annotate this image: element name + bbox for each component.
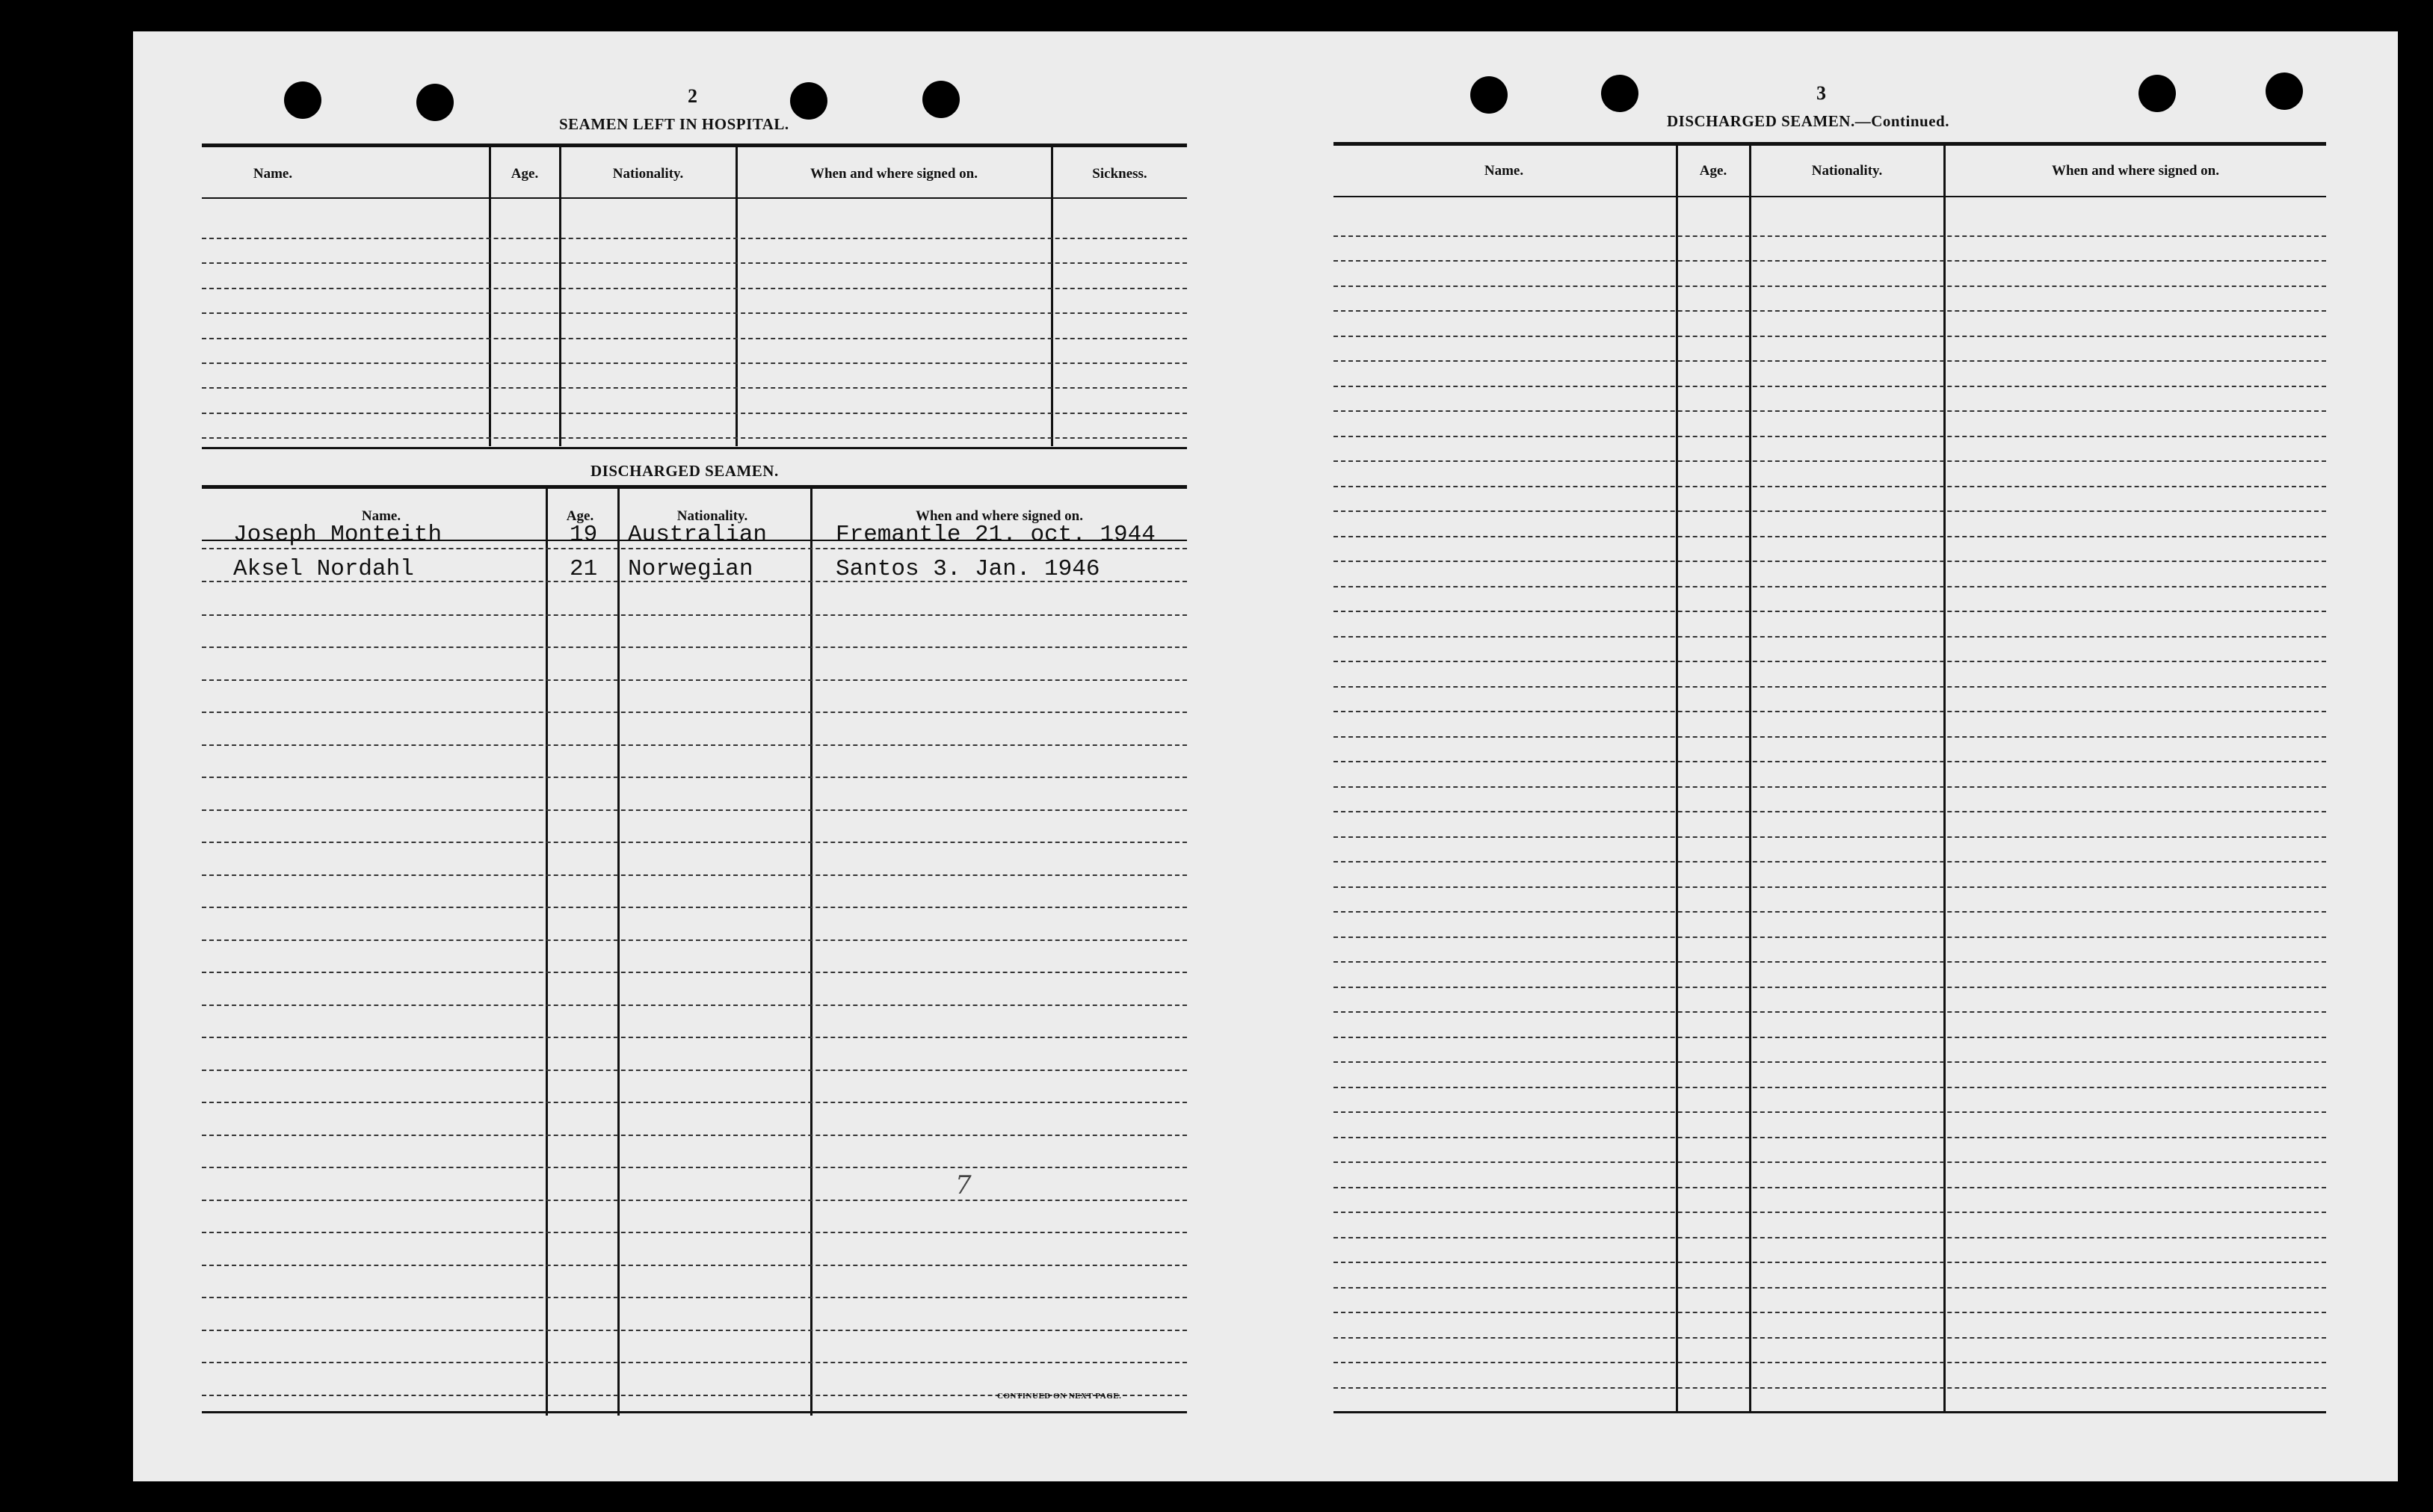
row-line xyxy=(202,1330,1187,1331)
row-line xyxy=(1333,486,2326,487)
hospital-col-name-header: Name. xyxy=(253,166,293,182)
left-page-number: 2 xyxy=(688,85,697,107)
seaman-nationality: Australian xyxy=(628,522,768,548)
seaman-signed-on: Santos 3. Jan. 1946 xyxy=(836,556,1100,582)
column-divider xyxy=(1051,147,1053,446)
rule xyxy=(202,144,1187,147)
row-line xyxy=(202,437,1187,439)
seaman-name: Aksel Nordahl xyxy=(233,556,414,582)
rule xyxy=(202,1411,1187,1413)
row-line xyxy=(1333,286,2326,287)
row-line xyxy=(1333,987,2326,988)
row-line xyxy=(202,1037,1187,1038)
row-line xyxy=(1333,561,2326,562)
row-line xyxy=(1333,1262,2326,1263)
row-line xyxy=(202,548,1187,549)
seaman-nationality: Norwegian xyxy=(628,556,753,582)
seaman-signed-on: Fremantle 21. oct. 1944 xyxy=(836,522,1156,548)
row-line xyxy=(202,1005,1187,1006)
row-line xyxy=(1333,661,2326,662)
hospital-col-sickness-header: Sickness. xyxy=(1092,166,1147,182)
pencil-mark: 7 xyxy=(955,1170,972,1200)
row-line xyxy=(202,1070,1187,1071)
punch-hole xyxy=(922,81,960,118)
continued-col-age-header: Age. xyxy=(1699,163,1727,179)
row-line xyxy=(202,1297,1187,1298)
rule xyxy=(202,485,1187,489)
punch-hole xyxy=(1601,75,1638,112)
row-line xyxy=(1333,961,2326,963)
row-line xyxy=(1333,460,2326,462)
row-line xyxy=(202,362,1187,364)
row-line xyxy=(202,842,1187,843)
row-line xyxy=(1333,386,2326,387)
discharged-col-age-header: Age. xyxy=(566,508,594,524)
row-line xyxy=(1333,235,2326,237)
row-line xyxy=(1333,1362,2326,1363)
row-line xyxy=(1333,310,2326,312)
row-line xyxy=(1333,861,2326,863)
row-line xyxy=(202,1362,1187,1363)
row-line xyxy=(1333,711,2326,712)
rule xyxy=(202,447,1187,449)
seaman-name: Joseph Monteith xyxy=(233,522,442,548)
document-sheet xyxy=(133,31,2398,1481)
row-line xyxy=(1333,536,2326,537)
column-divider xyxy=(489,147,491,446)
row-line xyxy=(1333,1161,2326,1163)
row-line xyxy=(202,238,1187,239)
row-line xyxy=(1333,686,2326,688)
column-divider xyxy=(617,489,620,1416)
row-line xyxy=(1333,1237,2326,1238)
row-line xyxy=(1333,761,2326,762)
row-line xyxy=(1333,336,2326,337)
continued-col-name-header: Name. xyxy=(1484,163,1524,179)
row-line xyxy=(1333,1287,2326,1289)
row-line xyxy=(1333,1312,2326,1313)
row-line xyxy=(1333,1111,2326,1113)
continued-col-nationality-header: Nationality. xyxy=(1811,163,1883,179)
row-line xyxy=(1333,936,2326,938)
row-line xyxy=(1333,1061,2326,1063)
column-divider xyxy=(546,489,548,1416)
discharged-col-nationality-header: Nationality. xyxy=(676,508,748,524)
punch-hole xyxy=(790,82,827,120)
row-line xyxy=(202,262,1187,264)
row-line xyxy=(202,1265,1187,1266)
punch-hole xyxy=(416,84,454,121)
row-line xyxy=(1333,836,2326,838)
row-line xyxy=(1333,1137,2326,1138)
row-line xyxy=(202,1135,1187,1136)
row-line xyxy=(1333,360,2326,362)
continued-section-title: DISCHARGED SEAMEN.—Continued. xyxy=(1667,112,1949,130)
row-line xyxy=(202,288,1187,289)
hospital-section-title: SEAMEN LEFT IN HOSPITAL. xyxy=(559,115,789,133)
seaman-age: 21 xyxy=(570,556,598,582)
row-line xyxy=(202,312,1187,314)
row-line xyxy=(1333,260,2326,262)
row-line xyxy=(1333,886,2326,888)
punch-hole xyxy=(2138,75,2176,112)
row-line xyxy=(1333,1187,2326,1188)
punch-hole xyxy=(1470,76,1508,114)
row-line xyxy=(1333,1337,2326,1339)
row-line xyxy=(202,744,1187,746)
row-line xyxy=(202,972,1187,973)
discharged-col-signed-on-header: When and where signed on. xyxy=(915,508,1083,524)
row-line xyxy=(202,1102,1187,1103)
row-line xyxy=(1333,636,2326,638)
discharged-section-title: DISCHARGED SEAMEN. xyxy=(590,462,779,480)
row-line xyxy=(202,581,1187,582)
row-line xyxy=(1333,786,2326,788)
row-line xyxy=(202,1232,1187,1233)
row-line xyxy=(1333,611,2326,612)
row-line xyxy=(202,338,1187,339)
hospital-col-signed-on-header: When and where signed on. xyxy=(810,166,978,182)
row-line xyxy=(202,939,1187,941)
row-line xyxy=(202,809,1187,811)
row-line xyxy=(1333,811,2326,812)
row-line xyxy=(202,647,1187,648)
row-line xyxy=(1333,410,2326,412)
punch-hole xyxy=(2266,72,2303,110)
row-line xyxy=(1333,586,2326,587)
row-line xyxy=(202,712,1187,713)
continued-footer: CONTINUED ON NEXT PAGE. xyxy=(997,1392,1122,1401)
discharged-col-name-header: Name. xyxy=(361,508,401,524)
column-divider xyxy=(810,489,812,1416)
row-line xyxy=(1333,510,2326,512)
row-line xyxy=(202,679,1187,681)
row-line xyxy=(1333,1087,2326,1088)
column-divider xyxy=(736,147,738,446)
column-divider xyxy=(559,147,561,446)
row-line xyxy=(1333,1387,2326,1389)
row-line xyxy=(202,387,1187,389)
right-page-number: 3 xyxy=(1816,82,1826,104)
row-line xyxy=(202,1200,1187,1201)
rule xyxy=(1333,196,2326,197)
seaman-age: 19 xyxy=(570,522,598,548)
row-line xyxy=(1333,436,2326,437)
row-line xyxy=(1333,911,2326,913)
punch-hole xyxy=(284,81,321,119)
row-line xyxy=(202,874,1187,876)
hospital-col-nationality-header: Nationality. xyxy=(612,166,684,182)
continued-col-signed-on-header: When and where signed on. xyxy=(2051,163,2219,179)
rule xyxy=(1333,142,2326,146)
row-line xyxy=(202,614,1187,616)
rule xyxy=(1333,1411,2326,1413)
row-line xyxy=(1333,736,2326,738)
row-line xyxy=(1333,1011,2326,1013)
row-line xyxy=(202,1167,1187,1168)
hospital-col-age-header: Age. xyxy=(511,166,539,182)
row-line xyxy=(1333,1037,2326,1038)
row-line xyxy=(1333,1212,2326,1213)
row-line xyxy=(202,777,1187,778)
row-line xyxy=(202,413,1187,414)
row-line xyxy=(202,907,1187,908)
rule xyxy=(202,197,1187,199)
